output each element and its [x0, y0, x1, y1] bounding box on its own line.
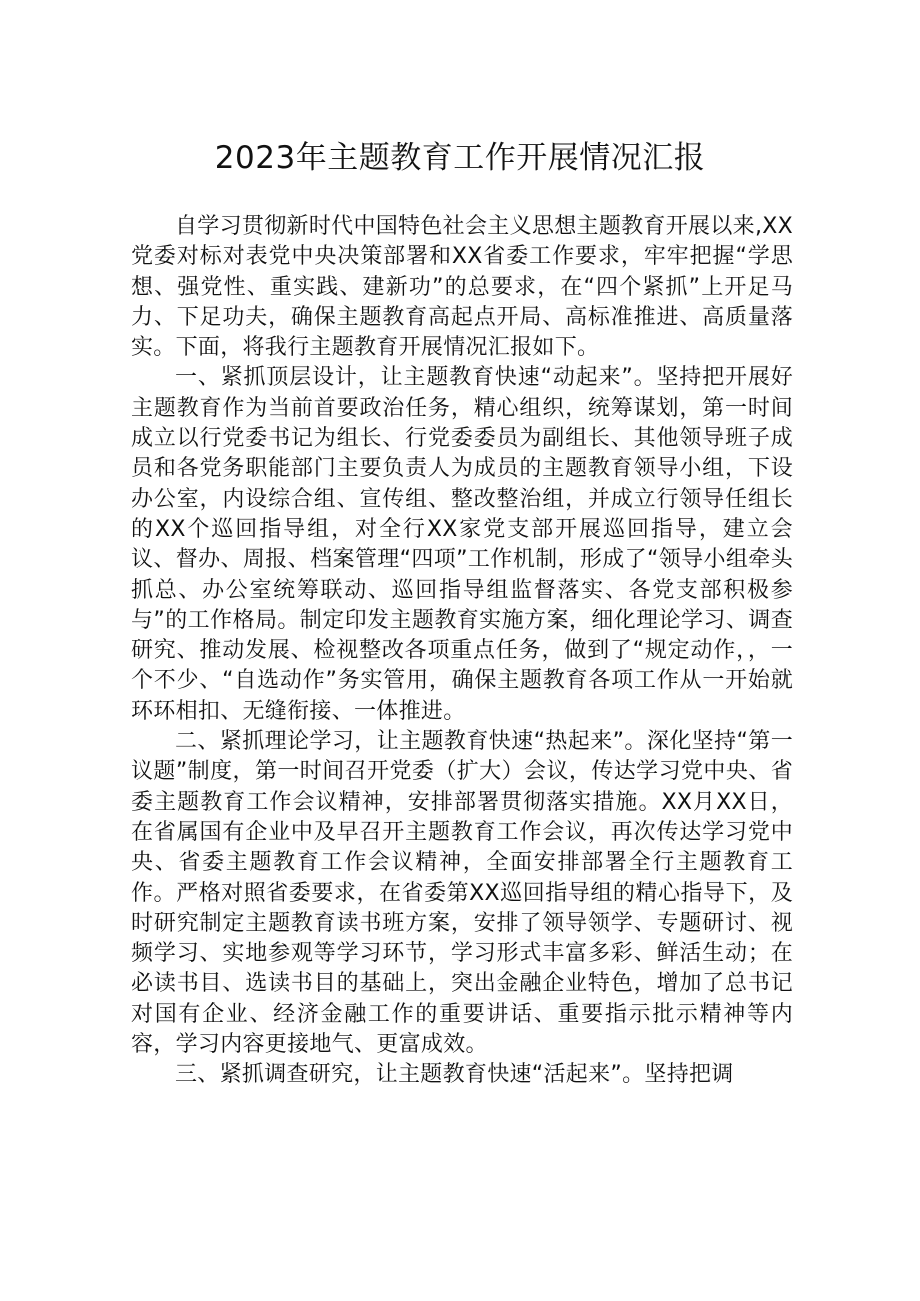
document-body [131, 212, 793, 1091]
paragraph-section-2: 二、紧抓理论学习，让主题教育快速“热起来”。深化坚持“第一议题”制度，第一时间召开党委（扩大）会议，传达学习党中央、省委主题教育工作会议精神，安排部署贯彻落实措施。XX月XX日，在省属国有企业中及早召开主题教育工作会议，再次传达学习党中央、省委主题教育工作会议精神，全面安排部署全行主题教育工作。严格对照省委要求，在省委第XX巡回指导组的精心指导下，及时研究制定主题教育读书班方案，安排了领导领学、专题研讨、视频学习、实地参观等学习环节，学习形式丰富多彩、鲜活生动；在必读书目、选读书目的基础上，突出金融企业特色，增加了总书记对国有企业、经济金融工作的重要讲话、重要指示批示精神等内容，学习内容更接地气、更富成效。 [131, 729, 793, 1058]
paragraph-intro: 自学习贯彻新时代中国特色社会主义思想主题教育开展以来,XX党委对标对表党中央决策部署和XX省委工作要求，牢牢把握“学思想、强党性、重实践、建新功”的总要求，在“四个紧抓”上开足马力、下足功夫，确保主题教育高起点开局、高标准推进、高质量落实。下面，将我行主题教育开展情况汇报如下。 [131, 214, 793, 361]
document-title: 2023年主题教育工作开展情况汇报 [214, 140, 706, 176]
paragraph-section-3: 三、紧抓调查研究，让主题教育快速“活起来”。坚持把调 [175, 1062, 734, 1088]
paragraph-section-1: 一、紧抓顶层设计，让主题教育快速“动起来”。坚持把开展好主题教育作为当前首要政治任务，精心组织，统筹谋划，第一时间成立以行党委书记为组长、行党委委员为副组长、其他领导班子成员和各党务职能部门主要负责人为成员的主题教育领导小组，下设办公室，内设综合组、宣传组、整改整治组，并成立行领导任组长的XX个巡回指导组，对全行XX家党支部开展巡回指导，建立会议、督办、周报、档案管理“四项”工作机制，形成了“领导小组牵头抓总、办公室统筹联动、巡回指导组监督落实、各党支部积极参与”的工作格局。制定印发主题教育实施方案，细化理论学习、调查研究、推动发展、检视整改各项重点任务，做到了“规定动作，，一个不少、“自选动作”务实管用，确保主题教育各项工作从一开始就环环相扣、无缝衔接、一体推进。 [131, 365, 793, 724]
